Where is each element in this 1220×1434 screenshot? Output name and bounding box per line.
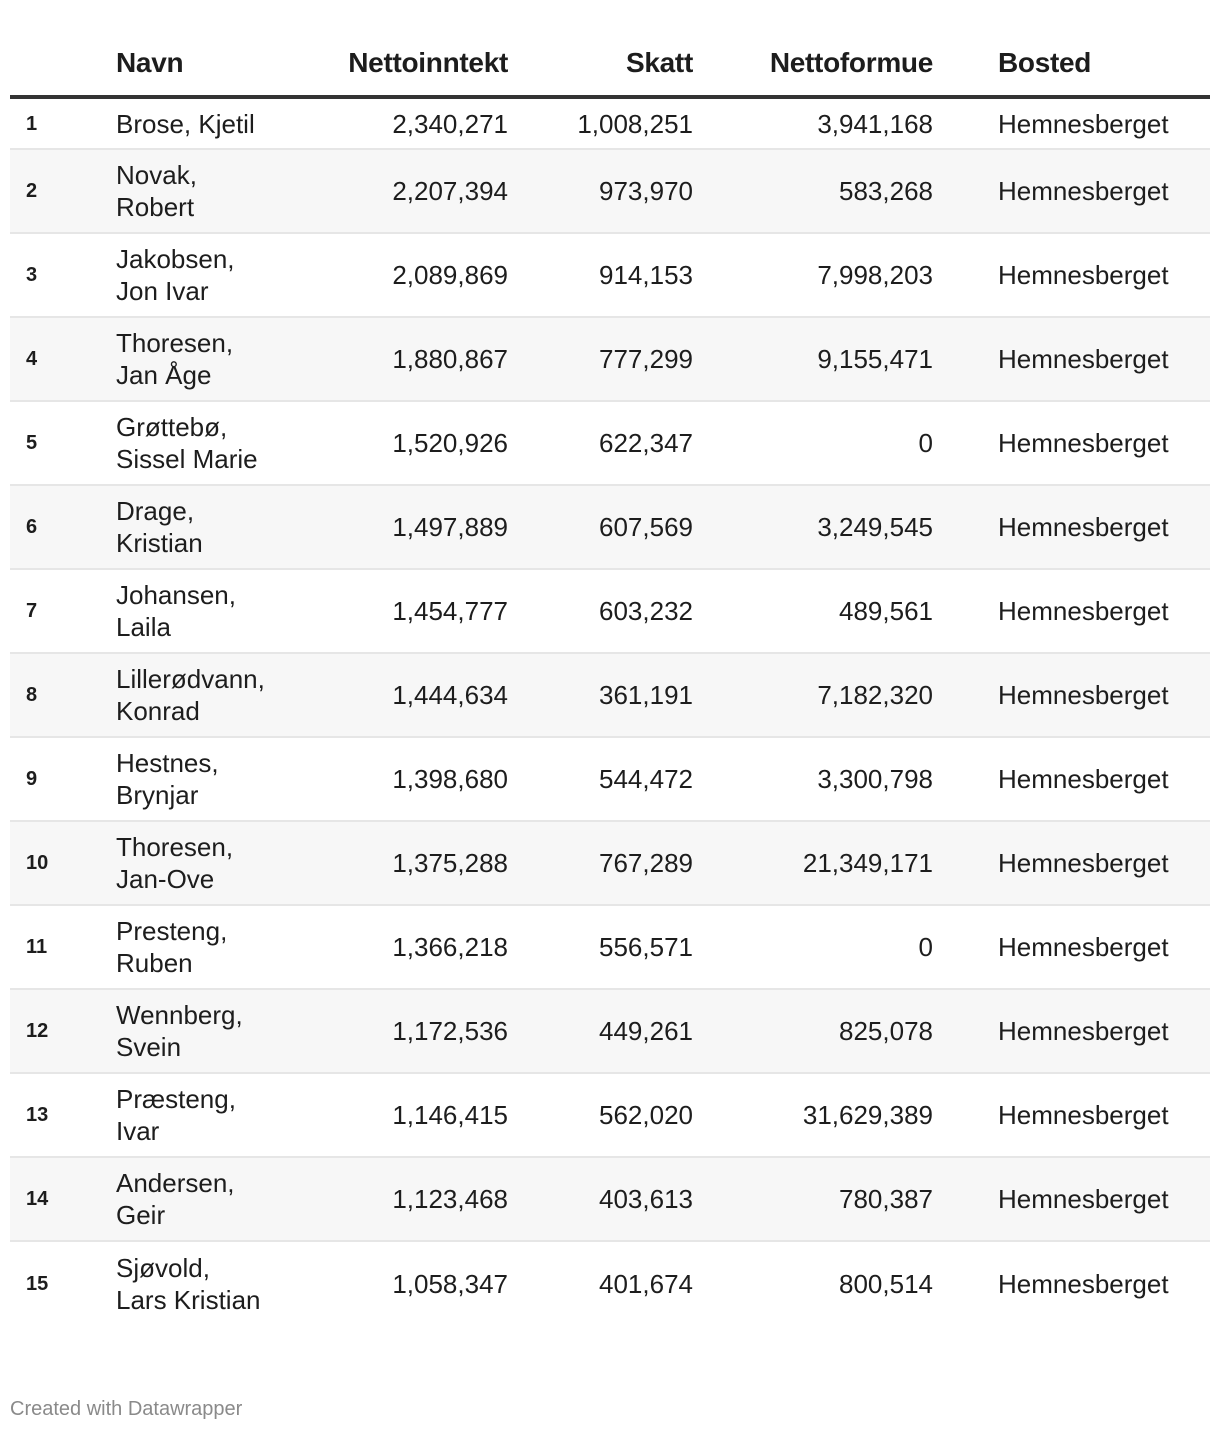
name-surname: Johansen, bbox=[116, 580, 236, 610]
rank-cell: 13 bbox=[10, 1073, 116, 1157]
name-surname: Presteng, bbox=[116, 916, 228, 946]
bosted-cell: Hemnesberget bbox=[998, 1268, 1169, 1299]
skatt-cell: 622,347 bbox=[508, 401, 693, 485]
rank-cell: 6 bbox=[10, 485, 116, 569]
bosted-cell: Hemnesberget bbox=[933, 149, 1210, 233]
nettoformue-cell: 3,941,168 bbox=[693, 97, 933, 149]
rank-cell: 7 bbox=[10, 569, 116, 653]
name-surname: Hestnes, bbox=[116, 748, 219, 778]
name-surname: Andersen, bbox=[116, 1168, 235, 1198]
bosted-cell: Hemnesberget bbox=[933, 401, 1210, 485]
name-given: Brynjar bbox=[116, 780, 199, 810]
table-row bbox=[10, 989, 1210, 1073]
nettoinntekt-cell: 1,398,680 bbox=[316, 737, 508, 821]
bosted-cell: Hemnesberget bbox=[933, 1157, 1210, 1241]
name-given: Jan Åge bbox=[116, 360, 212, 390]
table-row bbox=[10, 1157, 1210, 1241]
nettoinntekt-cell: 1,497,889 bbox=[316, 485, 508, 569]
name-given: Svein bbox=[116, 1032, 182, 1062]
rank-cell: 5 bbox=[10, 401, 116, 485]
name-cell bbox=[116, 233, 316, 317]
name-surname: Grøttebø, bbox=[116, 412, 228, 442]
skatt-cell: 361,191 bbox=[508, 653, 693, 737]
skatt-cell: 1,008,251 bbox=[508, 97, 693, 149]
table-row bbox=[10, 905, 1210, 989]
nettoinntekt-cell: 1,058,347 bbox=[392, 1268, 508, 1299]
column-header-skatt[interactable]: Skatt bbox=[508, 30, 693, 97]
rank-cell: 1 bbox=[10, 97, 116, 149]
table-row bbox=[10, 821, 1210, 905]
name-surname: Jakobsen, bbox=[116, 244, 235, 274]
rank-cell: 15 bbox=[26, 1272, 49, 1295]
bosted-cell: Hemnesberget bbox=[933, 569, 1210, 653]
skatt-cell: 403,613 bbox=[508, 1157, 693, 1241]
table-body bbox=[10, 97, 1210, 1325]
name-surname: Wennberg, bbox=[116, 1000, 243, 1030]
bosted-cell: Hemnesberget bbox=[933, 989, 1210, 1073]
nettoinntekt-cell: 2,340,271 bbox=[316, 97, 508, 149]
nettoinntekt-cell: 1,520,926 bbox=[316, 401, 508, 485]
nettoformue-cell: 3,300,798 bbox=[693, 737, 933, 821]
column-header-bosted[interactable]: Bosted bbox=[933, 30, 1210, 97]
table-row bbox=[10, 737, 1210, 821]
skatt-cell: 973,970 bbox=[508, 149, 693, 233]
name-cell bbox=[116, 737, 316, 821]
table-row bbox=[10, 485, 1210, 569]
skatt-cell: 449,261 bbox=[508, 989, 693, 1073]
header-row bbox=[10, 30, 1210, 97]
skatt-cell: 556,571 bbox=[508, 905, 693, 989]
table-row bbox=[10, 97, 1210, 149]
table-row bbox=[10, 233, 1210, 317]
name-cell bbox=[116, 317, 316, 401]
table-row bbox=[10, 149, 1210, 233]
name-given: Sissel Marie bbox=[116, 444, 258, 474]
skatt-cell: 607,569 bbox=[508, 485, 693, 569]
name-surname: Drage, bbox=[116, 496, 195, 526]
name-cell bbox=[116, 485, 316, 569]
bosted-cell: Hemnesberget bbox=[933, 485, 1210, 569]
skatt-cell: 544,472 bbox=[508, 737, 693, 821]
table-row bbox=[10, 1241, 1210, 1325]
nettoinntekt-cell: 2,207,394 bbox=[316, 149, 508, 233]
nettoinntekt-cell: 1,123,468 bbox=[316, 1157, 508, 1241]
bosted-cell: Hemnesberget bbox=[933, 97, 1210, 149]
rank-cell: 2 bbox=[10, 149, 116, 233]
bosted-cell: Hemnesberget bbox=[933, 653, 1210, 737]
bosted-cell: Hemnesberget bbox=[933, 905, 1210, 989]
name-given: Ivar bbox=[116, 1116, 160, 1146]
skatt-cell: 777,299 bbox=[508, 317, 693, 401]
name-surname: Brose, Kjetil bbox=[116, 108, 255, 139]
datawrapper-credit[interactable]: Created with Datawrapper bbox=[10, 1398, 243, 1420]
name-surname: Thoresen, bbox=[116, 328, 234, 358]
data-table-container bbox=[10, 30, 1210, 1325]
nettoinntekt-cell: 2,089,869 bbox=[316, 233, 508, 317]
nettoformue-cell: 9,155,471 bbox=[693, 317, 933, 401]
nettoformue-cell: 21,349,171 bbox=[693, 821, 933, 905]
name-cell bbox=[116, 1157, 316, 1241]
skatt-cell: 401,674 bbox=[599, 1268, 693, 1299]
column-header-nettoinntekt[interactable]: Nettoinntekt bbox=[316, 30, 508, 97]
rank-cell: 9 bbox=[10, 737, 116, 821]
nettoformue-cell: 489,561 bbox=[693, 569, 933, 653]
name-surname: Thoresen, bbox=[116, 832, 234, 862]
skatt-cell: 914,153 bbox=[508, 233, 693, 317]
name-cell bbox=[116, 149, 316, 233]
rank-cell: 12 bbox=[10, 989, 116, 1073]
name-given: Konrad bbox=[116, 696, 200, 726]
name-given: Kristian bbox=[116, 528, 203, 558]
bosted-cell: Hemnesberget bbox=[933, 1073, 1210, 1157]
name-given: Ruben bbox=[116, 948, 193, 978]
nettoformue-cell: 800,514 bbox=[839, 1268, 933, 1299]
nettoinntekt-cell: 1,880,867 bbox=[316, 317, 508, 401]
name-given: Geir bbox=[116, 1200, 166, 1230]
name-cell bbox=[116, 569, 316, 653]
nettoformue-cell: 7,998,203 bbox=[693, 233, 933, 317]
nettoformue-cell: 3,249,545 bbox=[693, 485, 933, 569]
table-row bbox=[10, 401, 1210, 485]
skatt-cell: 603,232 bbox=[508, 569, 693, 653]
rank-cell: 10 bbox=[10, 821, 116, 905]
nettoinntekt-cell: 1,444,634 bbox=[316, 653, 508, 737]
name-surname: Novak, bbox=[116, 160, 197, 190]
nettoformue-cell: 583,268 bbox=[693, 149, 933, 233]
name-cell bbox=[116, 401, 316, 485]
skatt-cell: 562,020 bbox=[508, 1073, 693, 1157]
name-cell bbox=[116, 905, 316, 989]
rank-cell: 3 bbox=[10, 233, 116, 317]
rank-cell: 11 bbox=[10, 905, 116, 989]
table-row bbox=[10, 317, 1210, 401]
name-given: Lars Kristian bbox=[116, 1284, 261, 1315]
nettoformue-cell: 825,078 bbox=[693, 989, 933, 1073]
name-surname: Lillerødvann, bbox=[116, 664, 265, 694]
name-cell bbox=[116, 1241, 316, 1325]
rank-cell: 4 bbox=[10, 317, 116, 401]
nettoinntekt-cell: 1,454,777 bbox=[316, 569, 508, 653]
name-cell bbox=[116, 1073, 316, 1157]
nettoformue-cell: 7,182,320 bbox=[693, 653, 933, 737]
bosted-cell: Hemnesberget bbox=[933, 317, 1210, 401]
nettoinntekt-cell: 1,366,218 bbox=[316, 905, 508, 989]
bosted-cell: Hemnesberget bbox=[933, 737, 1210, 821]
name-cell bbox=[116, 653, 316, 737]
name-cell bbox=[116, 989, 316, 1073]
nettoformue-cell: 31,629,389 bbox=[693, 1073, 933, 1157]
bosted-cell: Hemnesberget bbox=[933, 233, 1210, 317]
name-given: Jon Ivar bbox=[116, 276, 209, 306]
table-row bbox=[10, 653, 1210, 737]
column-header-nettoformue[interactable]: Nettoformue bbox=[693, 30, 933, 97]
name-surname: Sjøvold, bbox=[116, 1252, 210, 1283]
skatt-cell: 767,289 bbox=[508, 821, 693, 905]
table-header bbox=[10, 30, 1210, 97]
table-row bbox=[10, 1073, 1210, 1157]
column-header-rank[interactable] bbox=[10, 30, 116, 97]
nettoinntekt-cell: 1,146,415 bbox=[316, 1073, 508, 1157]
name-surname: Præsteng, bbox=[116, 1084, 236, 1114]
bosted-cell: Hemnesberget bbox=[933, 821, 1210, 905]
name-cell bbox=[116, 821, 316, 905]
nettoformue-cell: 0 bbox=[693, 401, 933, 485]
nettoinntekt-cell: 1,172,536 bbox=[316, 989, 508, 1073]
rank-cell: 8 bbox=[10, 653, 116, 737]
nettoformue-cell: 0 bbox=[693, 905, 933, 989]
name-given: Robert bbox=[116, 192, 195, 222]
column-header-navn[interactable]: Navn bbox=[116, 30, 316, 97]
table-row bbox=[10, 569, 1210, 653]
name-given: Laila bbox=[116, 612, 171, 642]
rank-cell: 14 bbox=[10, 1157, 116, 1241]
nettoinntekt-cell: 1,375,288 bbox=[316, 821, 508, 905]
nettoformue-cell: 780,387 bbox=[693, 1157, 933, 1241]
name-given: Jan-Ove bbox=[116, 864, 215, 894]
data-table bbox=[10, 30, 1210, 1325]
name-cell bbox=[116, 97, 316, 149]
